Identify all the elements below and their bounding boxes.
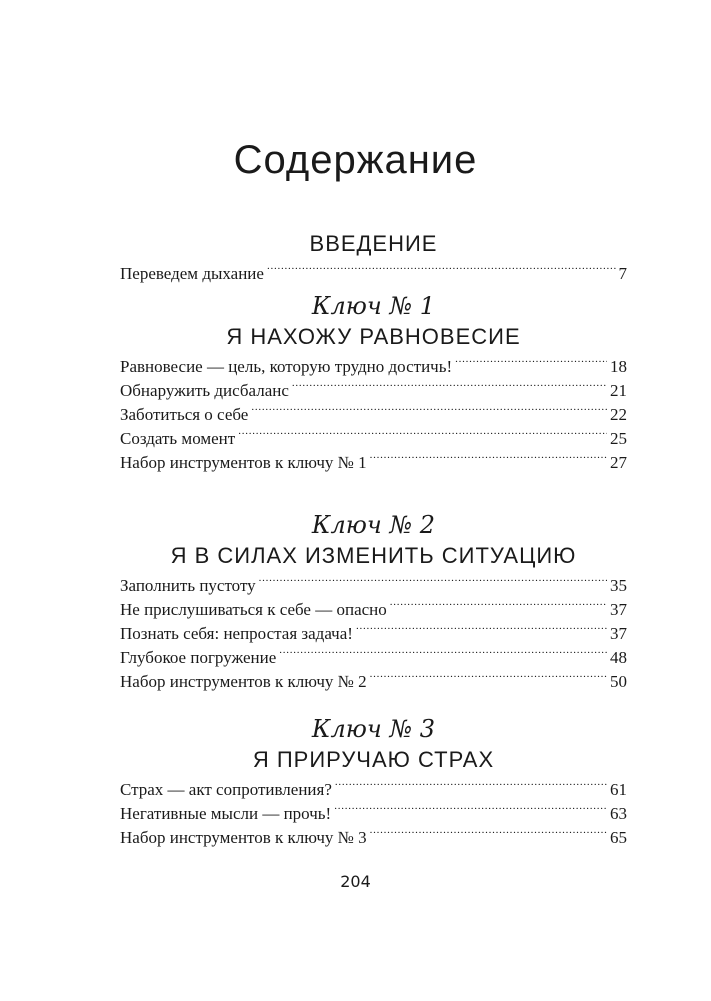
dot-leader xyxy=(370,825,607,842)
toc-entry-label: Не прислушиваться к себе — опасно xyxy=(120,600,387,619)
toc-entry-label: Негативные мысли — прочь! xyxy=(120,804,332,823)
toc-entry-label: Набор инструментов к ключу № 3 xyxy=(120,828,367,847)
key-3-title: Я ПРИРУЧАЮ СТРАХ xyxy=(252,747,495,772)
toc-entry[interactable] xyxy=(120,826,627,850)
dot-leader xyxy=(455,354,607,371)
key-2-label: Ключ № 2 xyxy=(311,511,436,539)
toc-entry-page: 35 xyxy=(610,576,627,595)
toc-entry[interactable] xyxy=(120,379,627,403)
toc-entry-label: Заботиться о себе xyxy=(120,405,249,424)
toc-entry-label: Равновесие — цель, которую трудно достичь! xyxy=(120,357,453,376)
toc-entry-page: 25 xyxy=(610,429,627,448)
dot-leader xyxy=(279,645,607,662)
toc-entry[interactable] xyxy=(120,574,627,598)
dot-leader xyxy=(335,777,607,794)
dot-leader xyxy=(356,621,607,638)
toc-entry-page: 7 xyxy=(618,264,627,283)
toc-entry[interactable] xyxy=(120,778,627,802)
key-3-label: Ключ № 3 xyxy=(311,715,436,743)
toc-entry[interactable] xyxy=(120,403,627,427)
toc-entry[interactable] xyxy=(120,451,627,475)
toc-entry-label: Создать момент xyxy=(120,429,236,448)
page-title: Содержание xyxy=(233,138,478,182)
toc-entry-page: 37 xyxy=(610,624,627,643)
toc-entry[interactable] xyxy=(120,598,627,622)
toc-entry-page: 18 xyxy=(610,357,627,376)
toc-entry-page: 37 xyxy=(610,600,627,619)
intro-heading: ВВЕДЕНИЕ xyxy=(309,231,438,256)
toc-entry[interactable] xyxy=(120,802,627,826)
dot-leader xyxy=(267,261,616,278)
toc-entry-page: 61 xyxy=(610,780,627,799)
toc-entry-label: Набор инструментов к ключу № 1 xyxy=(120,453,367,472)
toc-entry-label: Познать себя: непростая задача! xyxy=(120,624,353,643)
toc-entry[interactable] xyxy=(120,622,627,646)
dot-leader xyxy=(259,573,607,590)
key-1-section xyxy=(120,291,627,475)
key-1-title: Я НАХОЖУ РАВНОВЕСИЕ xyxy=(226,324,521,349)
dot-leader xyxy=(292,378,607,395)
key-2-title: Я В СИЛАХ ИЗМЕНИТЬ СИТУАЦИЮ xyxy=(170,543,577,568)
toc-entry-label: Заполнить пустоту xyxy=(120,576,256,595)
toc-entry-page: 21 xyxy=(610,381,627,400)
toc-entry[interactable] xyxy=(120,427,627,451)
dot-leader xyxy=(370,669,607,686)
key-2-section xyxy=(120,510,627,694)
dot-leader xyxy=(370,450,607,467)
intro-section xyxy=(120,228,627,286)
key-3-section xyxy=(120,714,627,850)
dot-leader xyxy=(390,597,607,614)
toc-entry-label: Переведем дыхание xyxy=(120,264,264,283)
toc-entry-label: Набор инструментов к ключу № 2 xyxy=(120,672,367,691)
toc-entry[interactable] xyxy=(120,646,627,670)
dot-leader xyxy=(251,402,607,419)
toc-entry-label: Глубокое погружение xyxy=(120,648,277,667)
dot-leader xyxy=(334,801,607,818)
toc-entry[interactable] xyxy=(120,262,627,286)
dot-leader xyxy=(238,426,607,443)
toc-entry-page: 22 xyxy=(610,405,627,424)
toc-entry[interactable] xyxy=(120,355,627,379)
toc-entry-label: Обнаружить дисбаланс xyxy=(120,381,289,400)
toc-entry-page: 63 xyxy=(610,804,627,823)
toc-entry-page: 50 xyxy=(610,672,627,691)
page-number: 204 xyxy=(340,872,371,891)
toc-entry-page: 27 xyxy=(610,453,627,472)
toc-entry-label: Страх — акт сопротивления? xyxy=(120,780,332,799)
toc-entry[interactable] xyxy=(120,670,627,694)
toc-entry-page: 65 xyxy=(610,828,627,847)
toc-entry-page: 48 xyxy=(610,648,627,667)
key-1-label: Ключ № 1 xyxy=(311,292,436,320)
